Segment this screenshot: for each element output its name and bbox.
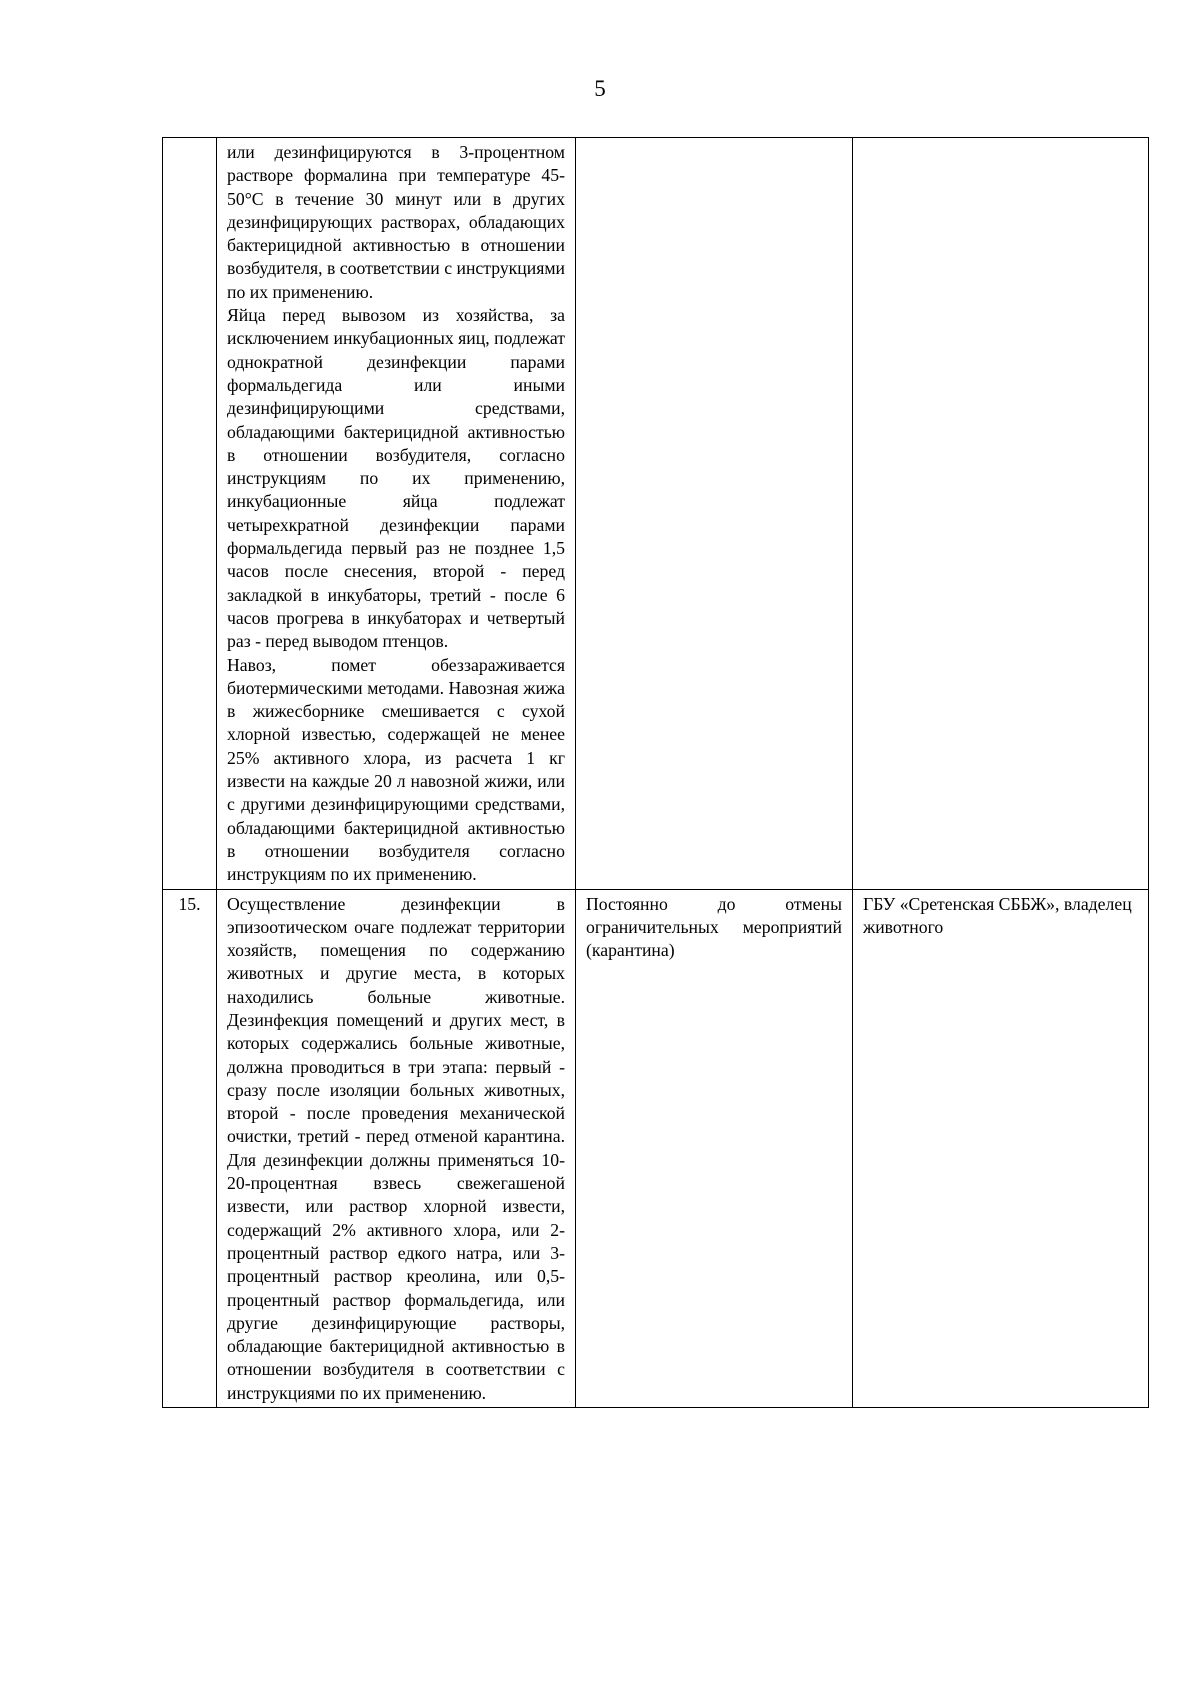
responsible-cell: ГБУ «Сретенская СББЖ», владелец животного [853, 889, 1149, 1408]
measures-table [162, 137, 1149, 1408]
timing-cell [576, 138, 853, 890]
measure-paragraph: или дезинфицируются в 3-процентном растворе формалина при температуре 45-50°С в течение 30 минут или в других дезинфицирующих растворах, обладающих бактерицидной активностью в отношении возбудителя, в соответствии с инструкциями по их применению. [227, 142, 565, 302]
measure-paragraph: Навоз, помет обеззараживается биотермическими методами. Навозная жижа в жижесборнике смешивается с сухой хлорной известью, содержащей не менее 25% активного хлора, из расчета 1 кг извести на каждые 20 л навозной жижи, или с другими дезинфицирующими средствами, обладающими бактерицидной активностью в отношении возбудителя согласно инструкциям по их применению. [227, 654, 565, 885]
timing-text: Постоянно до отмены ограничительных мероприятий (карантина) [586, 893, 842, 961]
table-row [163, 138, 1149, 890]
row-number-cell [163, 138, 217, 890]
measure-cell [217, 138, 576, 890]
table-row [163, 889, 1149, 1408]
responsible-cell [853, 138, 1149, 890]
measure-cell [217, 889, 576, 1408]
measure-paragraph: Яйца перед вывозом из хозяйства, за исключением инкубационных яиц, подлежат однократной дезинфекции парами формальдегида или иными дезинфицирующими средствами, обладающими бактерицидной активностью в отношении возбудителя, согласно инструкциям по их применению, инкубационные яйца подлежат четырехкратной дезинфекции парами формальдегида первый раз не позднее 1,5 часов после снесения, второй - перед закладкой в инкубаторы, третий - после 6 часов прогрева в инкубаторах и четвертый раз - перед выводом птенцов. [227, 305, 565, 652]
measure-paragraph: Осуществление дезинфекции в эпизоотическом очаге подлежат территории хозяйств, помещения по содержанию животных и другие места, в которых находились больные животные. Дезинфекция помещений и других мест, в которых содержались больные животные, должна проводиться в три этапа: первый - сразу после изоляции больных животных, второй - после проведения механической очистки, третий - перед отменой карантина. Для дезинфекции должны применяться 10-20-процентная взвесь свежегашеной извести, или раствор хлорной извести, содержащий 2% активного хлора, или 2-процентный раствор едкого натра, или 3-процентный раствор креолина, или 0,5-процентный раствор формальдегида, или другие дезинфицирующие растворы, обладающие бактерицидной активностью в отношении возбудителя в соответствии с инструкциями по их применению. [227, 893, 565, 1403]
page-number: 5 [594, 76, 606, 101]
row-number-cell: 15. [163, 889, 217, 1408]
timing-cell [576, 889, 853, 1408]
